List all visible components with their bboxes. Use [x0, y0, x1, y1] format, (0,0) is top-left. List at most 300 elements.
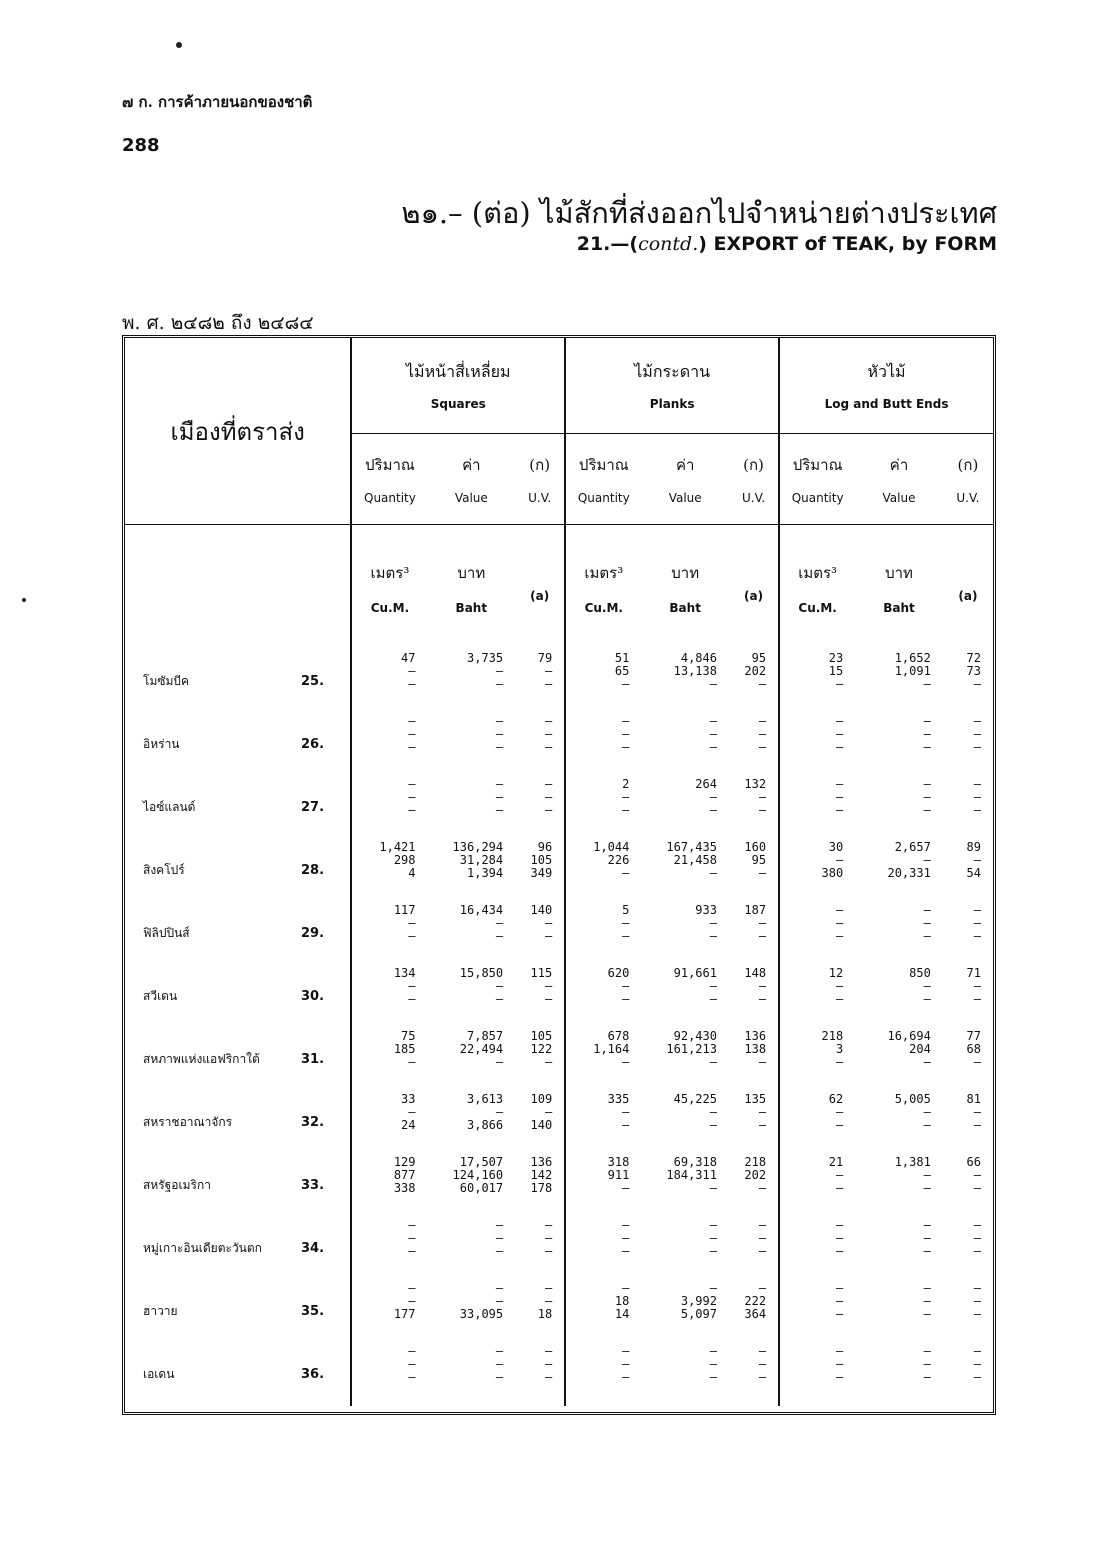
table-row — [125, 1217, 993, 1280]
cell-value: 122 — [530, 1042, 553, 1056]
cell-value: — — [973, 1294, 981, 1308]
cell-value: — — [973, 1181, 981, 1195]
cell-value: — — [973, 992, 981, 1006]
data-cell — [565, 965, 641, 1028]
data-cell — [943, 1091, 993, 1154]
cell-value: — — [544, 1344, 553, 1358]
group-header-log-ends: หัวไม้ Log and Butt Ends — [779, 338, 993, 434]
cell-value: 1,394 — [467, 866, 504, 880]
data-cell — [428, 776, 516, 839]
data-cell — [351, 1028, 427, 1091]
table-row — [125, 1028, 993, 1091]
cell-value: 15,850 — [459, 966, 504, 980]
cell-value: 24 — [401, 1118, 416, 1132]
column-header-unit-value: (ก) U.V. — [943, 434, 993, 525]
data-cell — [565, 1343, 641, 1406]
data-cell — [855, 1217, 943, 1280]
section-header: ๗ ก. การค้าภายนอกของชาติ — [122, 93, 313, 111]
data-cell — [515, 1280, 565, 1343]
cell-value: — — [973, 1168, 981, 1182]
cell-value: 140 — [530, 903, 553, 917]
data-cell — [641, 839, 729, 902]
cell-value: — — [758, 992, 767, 1006]
cell-value: 117 — [393, 903, 416, 917]
cell-value: — — [622, 1357, 630, 1371]
page-number: 288 — [122, 135, 160, 156]
cell-value: 202 — [744, 1168, 767, 1182]
unit-label-unit-value: (a) — [958, 588, 978, 603]
cell-value: — — [758, 1344, 767, 1358]
cell-value: 160 — [744, 840, 767, 854]
cell-value: — — [495, 714, 504, 728]
cell-value: — — [408, 1105, 416, 1119]
cell-value: — — [973, 1307, 981, 1321]
cell-value: 2 — [622, 777, 630, 791]
cell-value: — — [495, 992, 504, 1006]
cell-value: — — [408, 1370, 416, 1384]
cell-value: 136,294 — [452, 840, 504, 854]
table-row — [125, 776, 993, 839]
cell-value: — — [835, 1231, 844, 1245]
cell-value: — — [835, 1294, 844, 1308]
data-cell — [855, 965, 943, 1028]
cell-value: — — [758, 1105, 767, 1119]
cell-value: — — [923, 1307, 931, 1321]
cell-value: — — [408, 727, 416, 741]
table-row — [125, 1280, 993, 1343]
unit-label-value: บาท Baht — [669, 563, 701, 615]
data-cell — [729, 713, 779, 776]
cell-value: — — [408, 664, 416, 678]
group-header-squares: ไม้หน้าสี่เหลี่ยม Squares — [351, 338, 565, 434]
cell-value: — — [408, 1231, 416, 1245]
data-cell — [565, 713, 641, 776]
cell-value: — — [544, 677, 553, 691]
cell-value: — — [495, 1357, 504, 1371]
cell-value: — — [495, 916, 504, 930]
column-header-value: ค่า Value — [428, 434, 516, 525]
cell-value: — — [544, 1294, 553, 1308]
cell-value: — — [835, 777, 844, 791]
cell-value: 1,044 — [593, 840, 630, 854]
cell-value: 264 — [695, 777, 717, 791]
cell-value: — — [835, 929, 844, 943]
cell-value: 933 — [695, 903, 717, 917]
data-cell — [943, 713, 993, 776]
cell-value: 136 — [530, 1155, 553, 1169]
speck-dot — [22, 598, 26, 602]
cell-value: 349 — [530, 866, 553, 880]
data-cell — [565, 1280, 641, 1343]
cell-value: 73 — [966, 664, 981, 678]
data-cell — [428, 902, 516, 965]
cell-value: — — [758, 790, 767, 804]
data-cell — [641, 1343, 729, 1406]
cell-value: — — [973, 714, 981, 728]
cell-value: 7,857 — [467, 1029, 504, 1043]
cell-value: — — [835, 979, 844, 993]
cell-value: — — [835, 1168, 844, 1182]
cell-value: — — [622, 1218, 630, 1232]
column-header-quantity: ปริมาณ Quantity — [565, 434, 641, 525]
cell-value: 135 — [744, 1092, 767, 1106]
column-header-value: ค่า Value — [855, 434, 943, 525]
cell-value: — — [835, 790, 844, 804]
data-cell — [351, 902, 427, 965]
cell-value: — — [973, 1344, 981, 1358]
cell-value: — — [923, 1118, 931, 1132]
cell-value: — — [709, 1118, 717, 1132]
cell-value: — — [495, 1055, 504, 1069]
cell-value: — — [495, 979, 504, 993]
data-cell — [779, 902, 855, 965]
cell-value: 184,311 — [666, 1168, 717, 1182]
cell-value: 318 — [607, 1155, 630, 1169]
data-cell — [855, 1343, 943, 1406]
data-cell — [641, 1028, 729, 1091]
data-cell — [565, 776, 641, 839]
cell-value: — — [495, 929, 504, 943]
data-cell — [855, 650, 943, 713]
cell-value: 850 — [909, 966, 931, 980]
cell-value: 5 — [622, 903, 630, 917]
cell-value: — — [923, 803, 931, 817]
data-cell — [351, 839, 427, 902]
cell-value: 89 — [966, 840, 981, 854]
cell-value: — — [622, 979, 630, 993]
cell-value: 142 — [530, 1168, 553, 1182]
data-cell — [729, 1343, 779, 1406]
data-cell — [641, 902, 729, 965]
cell-value: — — [408, 916, 416, 930]
cell-value: — — [835, 992, 844, 1006]
cell-value: — — [973, 853, 981, 867]
table-row — [125, 1154, 993, 1217]
data-cell — [428, 1028, 516, 1091]
cell-value: — — [544, 979, 553, 993]
column-header-unit-value: (ก) U.V. — [515, 434, 565, 525]
cell-value: 178 — [530, 1181, 553, 1195]
cell-value: — — [758, 714, 767, 728]
cell-value: — — [408, 790, 416, 804]
cell-value: — — [544, 1281, 553, 1295]
cell-value: — — [622, 1244, 630, 1258]
data-cell — [515, 1091, 565, 1154]
cell-value: — — [622, 1231, 630, 1245]
cell-value: 15 — [828, 664, 844, 678]
cell-value: 134 — [393, 966, 416, 980]
cell-value: — — [544, 1370, 553, 1384]
cell-value: 115 — [530, 966, 553, 980]
cell-value: — — [973, 677, 981, 691]
data-cell — [729, 839, 779, 902]
data-cell — [351, 1343, 427, 1406]
cell-value: — — [709, 1281, 717, 1295]
cell-value: — — [835, 727, 844, 741]
cell-value: — — [923, 714, 931, 728]
group-header-planks: ไม้กระดาน Planks — [565, 338, 779, 434]
data-cell — [779, 1091, 855, 1154]
data-cell — [855, 839, 943, 902]
cell-value: — — [923, 1168, 931, 1182]
data-cell — [729, 776, 779, 839]
data-cell — [943, 839, 993, 902]
data-cell — [641, 1154, 729, 1217]
cell-value: — — [973, 979, 981, 993]
cell-value: 20,331 — [887, 866, 931, 880]
cell-value: — — [973, 803, 981, 817]
data-cell — [729, 902, 779, 965]
cell-value: — — [973, 1370, 981, 1384]
data-cell — [515, 1154, 565, 1217]
cell-value: — — [544, 1357, 553, 1371]
cell-value: 338 — [393, 1181, 416, 1195]
data-cell — [428, 1343, 516, 1406]
data-cell — [779, 1154, 855, 1217]
data-cell — [428, 713, 516, 776]
cell-value: 4 — [408, 866, 416, 880]
cell-value: 911 — [607, 1168, 630, 1182]
cell-value: 202 — [744, 664, 767, 678]
cell-value: — — [973, 1281, 981, 1295]
data-cell — [943, 776, 993, 839]
cell-value: — — [973, 1231, 981, 1245]
data-cell — [565, 839, 641, 902]
cell-value: — — [622, 677, 630, 691]
cell-value: 132 — [744, 777, 767, 791]
cell-value: 5,005 — [894, 1092, 931, 1106]
cell-value: — — [923, 1105, 931, 1119]
cell-value: — — [408, 1344, 416, 1358]
cell-value: 1,091 — [894, 664, 931, 678]
data-cell — [515, 902, 565, 965]
data-cell — [351, 650, 427, 713]
cell-value: 66 — [966, 1155, 981, 1169]
cell-value: — — [923, 1055, 931, 1069]
cell-value: 47 — [401, 651, 416, 665]
cell-value: 21,458 — [673, 853, 717, 867]
cell-value: — — [923, 1281, 931, 1295]
data-cell — [943, 1217, 993, 1280]
unit-label-value: บาท Baht — [883, 563, 915, 615]
cell-value: — — [835, 1181, 844, 1195]
title-thai: ๒๑.– (ต่อ) ไม้สักที่ส่งออกไปจำหน่ายต่างประเทศ — [401, 196, 997, 230]
cell-value: — — [758, 1370, 767, 1384]
cell-value: 177 — [393, 1307, 416, 1321]
cell-value: — — [408, 677, 416, 691]
cell-value: 95 — [751, 651, 767, 665]
cell-value: — — [709, 803, 717, 817]
cell-value: — — [835, 1055, 844, 1069]
unit-label-unit-value: (a) — [530, 588, 550, 603]
cell-value: — — [622, 992, 630, 1006]
country-name: อิหร่าน 26. — [143, 737, 325, 752]
country-name: ไอซ์แลนด์ 27. — [143, 800, 325, 815]
data-cell — [729, 1217, 779, 1280]
cell-value: 167,435 — [666, 840, 717, 854]
cell-value: 18 — [537, 1307, 553, 1321]
country-name: สิงคโปร์ 28. — [143, 863, 325, 878]
data-cell — [351, 776, 427, 839]
cell-value: 2,657 — [894, 840, 931, 854]
cell-value: 69,318 — [673, 1155, 717, 1169]
cell-value: 30 — [828, 840, 844, 854]
column-header-value: ค่า Value — [641, 434, 729, 525]
data-cell — [779, 839, 855, 902]
cell-value: — — [622, 866, 630, 880]
cell-value: 17,507 — [459, 1155, 504, 1169]
cell-value: — — [544, 777, 553, 791]
cell-value: — — [973, 790, 981, 804]
cell-value: 109 — [530, 1092, 553, 1106]
data-cell — [428, 965, 516, 1028]
table-row — [125, 839, 993, 902]
cell-value: — — [544, 664, 553, 678]
cell-value: — — [495, 677, 504, 691]
cell-value: 65 — [614, 664, 630, 678]
data-cell — [855, 1280, 943, 1343]
speck-dot — [176, 42, 182, 48]
cell-value: — — [709, 1370, 717, 1384]
cell-value: 18 — [614, 1294, 630, 1308]
unit-label-unit-value: (a) — [743, 588, 764, 603]
data-cell — [641, 965, 729, 1028]
table-row — [125, 1091, 993, 1154]
cell-value: — — [835, 740, 844, 754]
cell-value: — — [544, 929, 553, 943]
data-cell — [729, 650, 779, 713]
data-cell — [855, 776, 943, 839]
cell-value: — — [923, 727, 931, 741]
data-cell — [428, 1280, 516, 1343]
cell-value: 3,735 — [467, 651, 504, 665]
cell-value: — — [758, 1357, 767, 1371]
cell-value: — — [758, 727, 767, 741]
cell-value: 105 — [530, 853, 553, 867]
cell-value: 1,164 — [593, 1042, 630, 1056]
cell-value: — — [758, 1244, 767, 1258]
cell-value: 4,846 — [680, 651, 717, 665]
cell-value: — — [923, 1294, 931, 1308]
data-cell — [729, 1091, 779, 1154]
cell-value: 33,095 — [459, 1307, 504, 1321]
cell-value: 77 — [966, 1029, 981, 1043]
data-cell — [565, 1154, 641, 1217]
cell-value: — — [622, 1281, 630, 1295]
data-cell — [779, 713, 855, 776]
cell-value: — — [544, 1055, 553, 1069]
data-cell — [943, 1154, 993, 1217]
cell-value: — — [835, 853, 844, 867]
cell-value: — — [758, 1181, 767, 1195]
cell-value: — — [973, 1105, 981, 1119]
data-cell — [515, 650, 565, 713]
cell-value: — — [835, 1370, 844, 1384]
cell-value: — — [835, 1307, 844, 1321]
data-cell — [855, 713, 943, 776]
cell-value: 54 — [966, 866, 981, 880]
cell-value: — — [973, 1055, 981, 1069]
cell-value: 79 — [537, 651, 553, 665]
data-cell — [641, 1280, 729, 1343]
cell-value: — — [709, 714, 717, 728]
cell-value: — — [709, 1055, 717, 1069]
table-row — [125, 713, 993, 776]
cell-value: 129 — [393, 1155, 416, 1169]
cell-value: — — [408, 929, 416, 943]
cell-value: — — [544, 992, 553, 1006]
cell-value: — — [495, 777, 504, 791]
cell-value: 3,613 — [467, 1092, 504, 1106]
cell-value: — — [758, 916, 767, 930]
cell-value: — — [709, 727, 717, 741]
cell-value: 16,694 — [887, 1029, 931, 1043]
cell-value: — — [923, 903, 931, 917]
data-cell — [565, 902, 641, 965]
data-cell — [779, 965, 855, 1028]
cell-value: 218 — [821, 1029, 844, 1043]
cell-value: — — [622, 790, 630, 804]
country-name: ฟิลิปปินส์ 29. — [143, 926, 325, 941]
cell-value: — — [709, 1181, 717, 1195]
data-cell — [943, 902, 993, 965]
data-cell — [515, 1028, 565, 1091]
data-cell — [855, 902, 943, 965]
country-name: หมู่เกาะอินเดียตะวันตก 34. — [143, 1241, 325, 1256]
country-name: สหรัฐอเมริกา 33. — [143, 1178, 325, 1193]
cell-value: 3,992 — [680, 1294, 717, 1308]
cell-value: 380 — [821, 866, 844, 880]
country-name: เอเดน 36. — [143, 1367, 325, 1382]
cell-value: — — [709, 677, 717, 691]
cell-value: 72 — [966, 651, 981, 665]
cell-value: — — [709, 740, 717, 754]
data-cell — [641, 650, 729, 713]
cell-value: — — [408, 1244, 416, 1258]
cell-value: — — [973, 903, 981, 917]
data-cell — [428, 1217, 516, 1280]
data-cell — [515, 1343, 565, 1406]
data-cell — [515, 965, 565, 1028]
cell-value: — — [923, 777, 931, 791]
data-cell — [351, 1091, 427, 1154]
cell-value: — — [835, 1218, 844, 1232]
cell-value: — — [709, 979, 717, 993]
cell-value: — — [923, 790, 931, 804]
data-cell — [641, 1217, 729, 1280]
cell-value: — — [973, 1118, 981, 1132]
cell-value: — — [408, 1357, 416, 1371]
cell-value: 5,097 — [680, 1307, 717, 1321]
cell-value: — — [495, 1281, 504, 1295]
cell-value: — — [495, 803, 504, 817]
cell-value: — — [835, 1357, 844, 1371]
cell-value: — — [709, 916, 717, 930]
data-cell — [779, 650, 855, 713]
cell-value: — — [544, 740, 553, 754]
data-cell — [641, 1091, 729, 1154]
country-name: ฮาวาย 35. — [143, 1304, 325, 1319]
column-header-unit-value: (ก) U.V. — [729, 434, 779, 525]
column-header-quantity: ปริมาณ Quantity — [351, 434, 427, 525]
data-cell — [641, 776, 729, 839]
data-cell — [855, 1091, 943, 1154]
data-cell — [943, 650, 993, 713]
cell-value: 204 — [909, 1042, 931, 1056]
cell-value: 96 — [537, 840, 553, 854]
cell-value: 21 — [828, 1155, 844, 1169]
cell-value: — — [923, 677, 931, 691]
